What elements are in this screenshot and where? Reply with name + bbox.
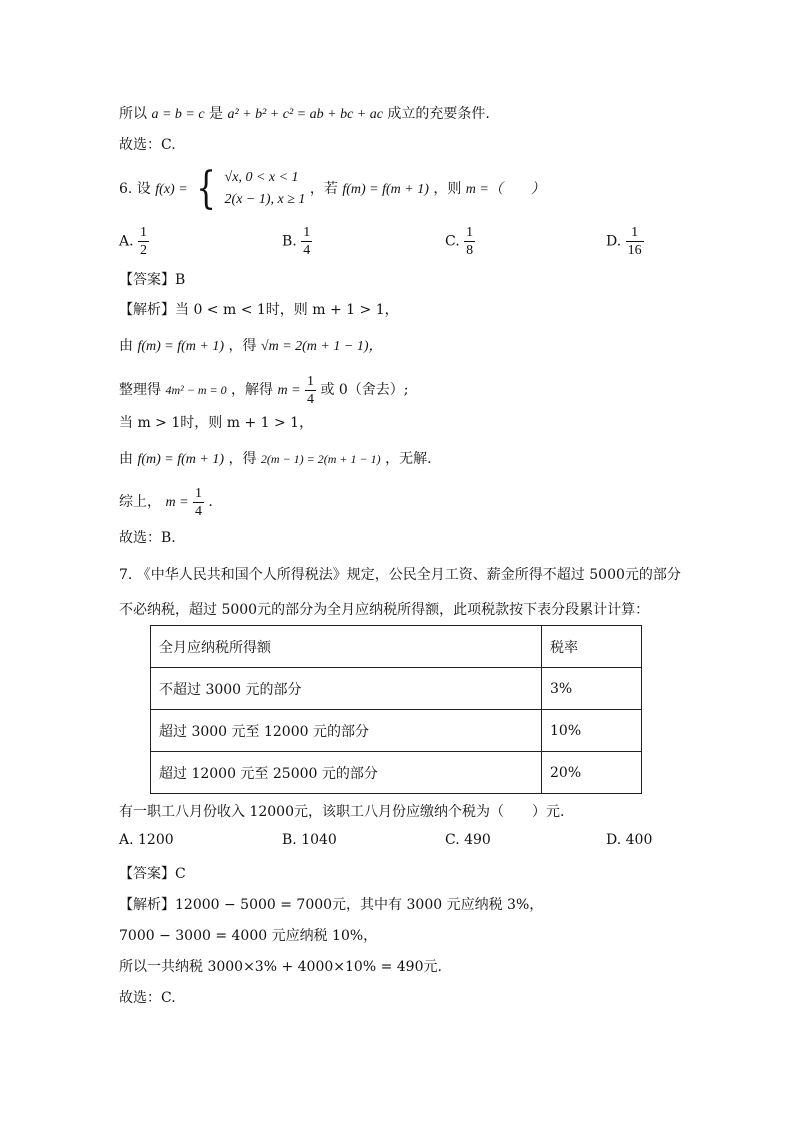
- function-def: f(x) =: [155, 182, 188, 197]
- denominator: 4: [307, 391, 314, 407]
- text: ，得: [228, 338, 257, 354]
- q6-option-d: [606, 224, 644, 259]
- tax-rate-table: [150, 625, 642, 794]
- option-label: B.: [282, 233, 297, 250]
- q7-solution-1: 【解析】12000 − 5000 = 7000元，其中有 3000 元应纳税 3%，: [119, 897, 544, 913]
- q7-option-d: D. 400: [606, 832, 653, 848]
- q7-stem-2: 不必纳税，超过 5000元的部分为全月应纳税所得额，此项税款按下表分段累计计算：: [119, 602, 650, 618]
- table-row: [151, 668, 642, 710]
- q7-answer: 【答案】C: [119, 866, 186, 882]
- table-header: 全月应纳税所得额: [151, 626, 542, 668]
- q7-solution-3: 所以一共纳税 3000×3% + 4000×10% = 490元.: [119, 959, 442, 975]
- q6-solution-2: [119, 336, 382, 357]
- table-header-row: [151, 626, 642, 668]
- option-label: D.: [606, 233, 622, 250]
- text: .: [208, 494, 213, 510]
- q6-option-c: [445, 224, 475, 259]
- case-1: √x, 0 < x < 1: [224, 170, 299, 185]
- math-expr: m =: [165, 495, 189, 510]
- text: ，若: [309, 181, 338, 197]
- option-label: C.: [445, 233, 460, 250]
- math-expr: f(m) = f(m + 1): [137, 452, 224, 467]
- math-expr: 4m² − m = 0: [165, 383, 227, 397]
- q6-choose: 故选：B.: [119, 530, 176, 546]
- numerator: 1: [194, 485, 202, 501]
- table-cell: 20%: [542, 752, 642, 794]
- table-cell: 不超过 3000 元的部分: [151, 668, 542, 710]
- text: 所以: [119, 106, 147, 122]
- fraction: [305, 373, 316, 408]
- piecewise-cases: [225, 167, 306, 211]
- denominator: 8: [466, 243, 474, 258]
- denominator: 4: [194, 503, 202, 519]
- text: 是: [209, 106, 224, 122]
- case-2: 2(x − 1), x ≥ 1: [224, 192, 306, 207]
- numerator: 1: [307, 373, 314, 389]
- table-cell: 3%: [542, 668, 642, 710]
- q6-option-b: [282, 224, 312, 259]
- math-expr: m =: [277, 383, 301, 398]
- numerator: 1: [466, 225, 474, 240]
- q6-solution-6: [119, 484, 213, 521]
- text: ，无解.: [385, 451, 432, 467]
- text: 或 0（舍去）;: [320, 382, 409, 398]
- text: 由: [119, 338, 133, 354]
- math-expr: a² + b² + c² = ab + bc + ac: [227, 107, 383, 122]
- fraction: [626, 224, 644, 259]
- table-cell: 超过 3000 元至 12000 元的部分: [151, 710, 542, 752]
- table-header: 税率: [542, 626, 642, 668]
- brace-symbol: {: [196, 163, 216, 214]
- text: 综上，: [119, 494, 161, 510]
- table-cell: 10%: [542, 710, 642, 752]
- fraction: [301, 224, 312, 259]
- text: ，得: [228, 451, 257, 467]
- denominator: 2: [140, 243, 148, 258]
- q6-solution-5: [119, 449, 432, 470]
- q6-solution-4: 当 m > 1时，则 m + 1 > 1，: [119, 415, 314, 431]
- math-expr: 2(m − 1) = 2(m + 1 − 1): [260, 452, 381, 466]
- q7-solution-2: 7000 − 3000 = 4000 元应纳税 10%，: [119, 928, 378, 944]
- prev-choose: 故选：C.: [119, 137, 176, 153]
- math-expr: a = b = c: [151, 107, 205, 122]
- table-cell: 超过 12000 元至 25000 元的部分: [151, 752, 542, 794]
- table-row: [151, 710, 642, 752]
- q7-question: 有一职工八月份收入 12000元，该职工八月份应缴纳个税为（ ）元.: [119, 804, 565, 820]
- q6-solution-3: [119, 372, 409, 409]
- text: 由: [119, 451, 133, 467]
- text: ，解得: [231, 382, 274, 398]
- numerator: 1: [140, 225, 148, 240]
- question-number: 6. 设: [119, 181, 151, 197]
- q6-option-a: [119, 224, 149, 259]
- math-expr: √m = 2(m + 1 − 1)，: [260, 339, 383, 354]
- denominator: 4: [303, 243, 311, 258]
- question-ask: m =（ ）: [465, 182, 545, 197]
- q6-stem: [119, 163, 545, 214]
- denominator: 16: [627, 243, 642, 258]
- fraction: [193, 485, 204, 520]
- option-label: A.: [119, 233, 134, 250]
- fraction: [138, 224, 149, 259]
- q7-stem-1: 7. 《中华人民共和国个人所得税法》规定，公民全月工资、薪金所得不超过 5000元的部分: [119, 567, 681, 583]
- condition: f(m) = f(m + 1): [342, 182, 429, 197]
- numerator: 1: [303, 225, 311, 240]
- q7-option-a: A. 1200: [119, 832, 174, 848]
- q7-option-b: B. 1040: [282, 832, 337, 848]
- table-row: [151, 752, 642, 794]
- text: 整理得: [119, 382, 161, 398]
- text: 成立的充要条件.: [387, 106, 490, 122]
- numerator: 1: [626, 224, 644, 242]
- q6-answer: 【答案】B: [119, 272, 186, 288]
- q7-option-c: C. 490: [445, 832, 491, 848]
- fraction: [464, 224, 475, 259]
- q6-solution-1: 【解析】当 0 < m < 1时，则 m + 1 > 1，: [119, 302, 399, 318]
- math-expr: f(m) = f(m + 1): [137, 339, 224, 354]
- prev-conclusion: [119, 104, 490, 125]
- text: ，则: [433, 181, 462, 197]
- q7-choose: 故选：C.: [119, 990, 176, 1006]
